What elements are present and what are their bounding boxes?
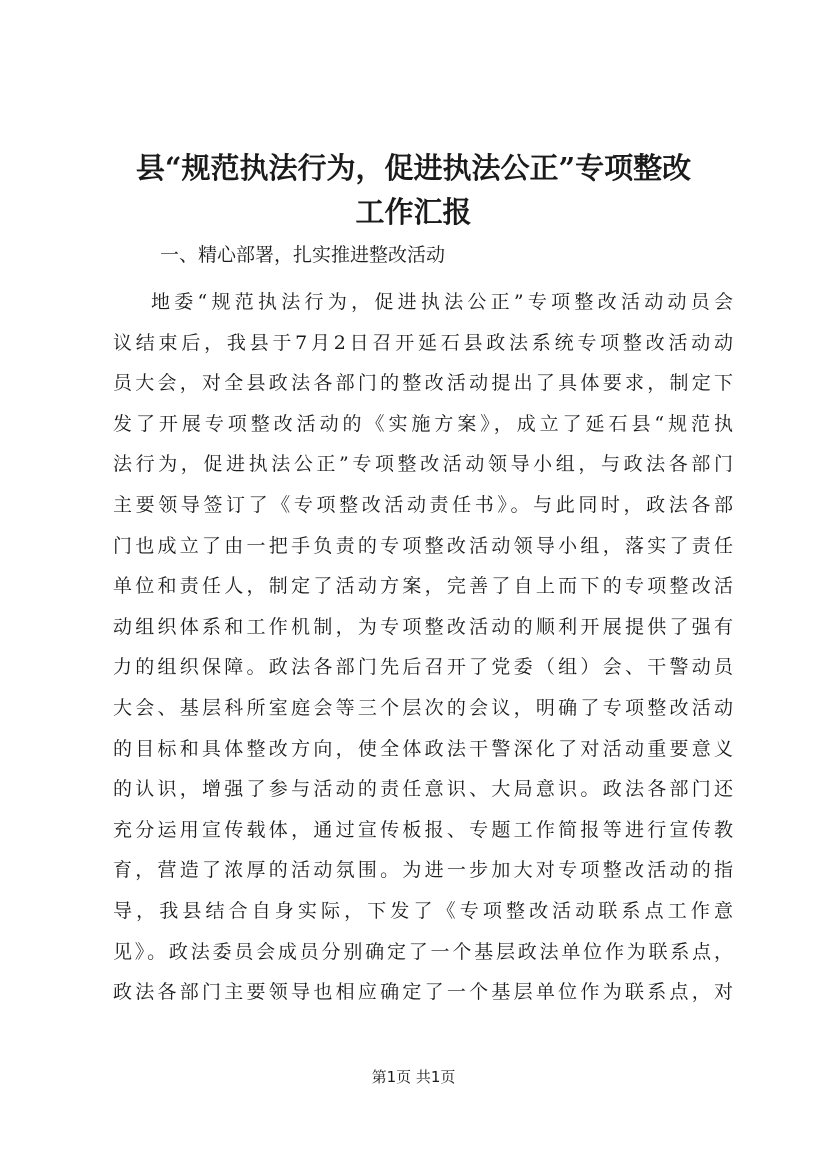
paragraph-line: 发了开展专项整改活动的《实施方案》，成立了延石县“规范执 — [113, 412, 733, 435]
paragraph-line: 员大会，对全县政法各部门的整改活动提出了具体要求，制定下 — [113, 372, 733, 395]
page-footer: 第1页 共1页 — [371, 1068, 456, 1086]
paragraph-line: 门也成立了由一把手负责的专项整改活动领导小组，落实了责任 — [113, 534, 733, 557]
paragraph-line: 的认识，增强了参与活动的责任意识、大局意识。政法各部门还 — [113, 778, 733, 801]
paragraph-line: 力的组织保障。政法各部门先后召开了党委（组）会、干警动员 — [113, 656, 733, 679]
paragraph-line: 导，我县结合自身实际，下发了《专项整改活动联系点工作意 — [113, 899, 733, 922]
title-line-1: 县“规范执法行为，促进执法公正”专项整改 — [135, 151, 692, 185]
paragraph-line: 议结束后，我县于7月2日召开延石县政法系统专项整改活动动 — [113, 331, 733, 354]
paragraph-line: 大会、基层科所室庭会等三个层次的会议，明确了专项整改活动 — [113, 696, 733, 719]
section-heading: 一、精心部署，扎实推进整改活动 — [160, 244, 446, 266]
paragraph-line: 单位和责任人，制定了活动方案，完善了自上而下的专项整改活 — [113, 575, 733, 598]
paragraph-line: 育，营造了浓厚的活动氛围。为进一步加大对专项整改活动的指 — [113, 859, 733, 882]
paragraph-line: 地委“规范执法行为，促进执法公正”专项整改活动动员会 — [151, 291, 733, 313]
paragraph-line: 法行为，促进执法公正”专项整改活动领导小组，与政法各部门 — [113, 453, 733, 476]
paragraph-line: 主要领导签订了《专项整改活动责任书》。与此同时，政法各部 — [113, 493, 733, 516]
paragraph-line: 政法各部门主要领导也相应确定了一个基层单位作为联系点，对 — [113, 981, 733, 1004]
document-title — [100, 146, 727, 234]
paragraph-line: 见》。政法委员会成员分别确定了一个基层政法单位作为联系点， — [113, 940, 733, 963]
paragraph-line: 充分运用宣传载体，通过宣传板报、专题工作简报等进行宣传教 — [113, 818, 733, 841]
title-line-2: 工作汇报 — [355, 195, 472, 229]
paragraph-line: 动组织体系和工作机制，为专项整改活动的顺利开展提供了强有 — [113, 615, 733, 638]
paragraph-line: 的目标和具体整改方向，使全体政法干警深化了对活动重要意义 — [113, 737, 733, 760]
body-paragraph — [113, 282, 733, 1013]
